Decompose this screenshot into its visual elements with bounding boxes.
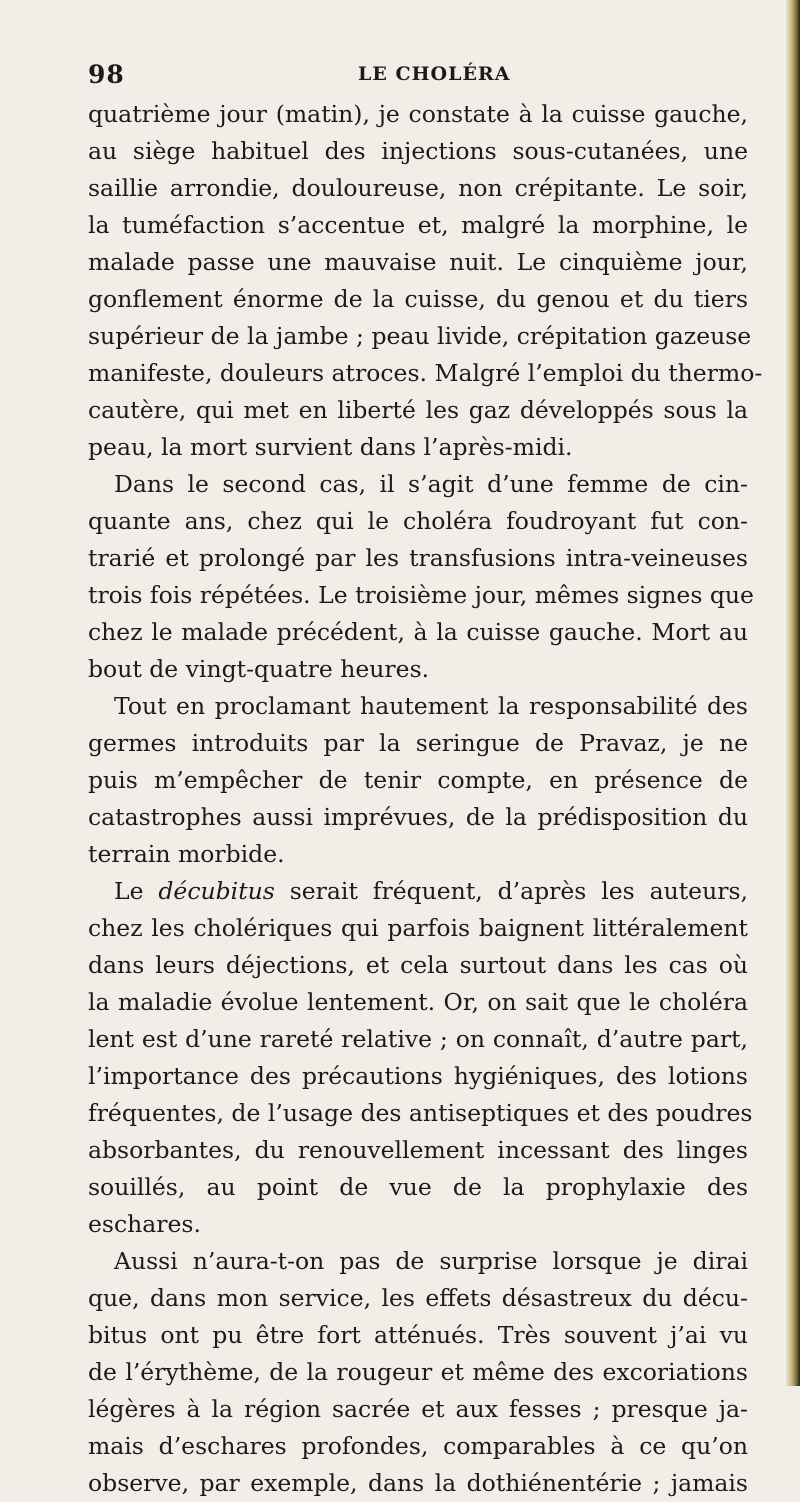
text-line: Tout en proclamant hautement la responsabilité des xyxy=(114,692,748,720)
text-line: eschares. xyxy=(88,1210,201,1238)
text-line: gonflement énorme de la cuisse, du genou et du tiers xyxy=(88,285,748,313)
text-line: catastrophes aussi imprévues, de la prédisposition du xyxy=(88,803,748,831)
text-line: terrain morbide. xyxy=(88,840,285,868)
text-line: la tuméfaction s’accentue et, malgré la morphine, le xyxy=(88,211,748,239)
text-line: légères à la région sacrée et aux fesses ; presque ja- xyxy=(88,1395,748,1423)
page-edge xyxy=(786,0,800,1386)
text-line: trois fois répétées. Le troisième jour, mêmes signes que xyxy=(88,581,754,609)
text-line: au siège habituel des injections sous-cutanées, une xyxy=(88,137,748,165)
text-line: lent est d’une rareté relative ; on connaît, d’autre part, xyxy=(88,1025,748,1053)
text-line: de l’érythème, de la rougeur et même des excoriations xyxy=(88,1358,748,1386)
text-line: Aussi n’aura-t-on pas de surprise lorsque je dirai xyxy=(114,1247,748,1275)
text-line: malade passe une mauvaise nuit. Le cinquième jour, xyxy=(88,248,748,276)
text-line: saillie arrondie, douloureuse, non crépitante. Le soir, xyxy=(88,174,748,202)
text-line xyxy=(88,873,748,910)
text-line: chez le malade précédent, à la cuisse gauche. Mort au xyxy=(88,618,748,646)
italic-term: décubitus xyxy=(158,877,275,905)
text-line: fréquentes, de l’usage des antiseptiques et des poudres xyxy=(88,1099,753,1127)
text-line: la maladie évolue lentement. Or, on sait que le choléra xyxy=(88,988,748,1016)
text-line: cautère, qui met en liberté les gaz développés sous la xyxy=(88,396,748,424)
text-line: chez les cholériques qui parfois baignent littéralement xyxy=(88,914,748,942)
page-header xyxy=(88,56,708,96)
text-line: trarié et prolongé par les transfusions intra-veineuses xyxy=(88,544,748,572)
text-line: peau, la mort survient dans l’après-midi. xyxy=(88,433,573,461)
text-line: supérieur de la jambe ; peau livide, crépitation gazeuse xyxy=(88,322,752,350)
text-line: souillés, au point de vue de la prophylaxie des xyxy=(88,1173,748,1201)
text-line: observe, par exemple, dans la dothiénentérie ; jamais xyxy=(88,1469,748,1497)
text-line: puis m’empêcher de tenir compte, en présence de xyxy=(88,766,748,794)
text-line: bout de vingt-quatre heures. xyxy=(88,655,430,683)
running-head: LE CHOLÉRA xyxy=(358,63,511,85)
text-line: germes introduits par la seringue de Pravaz, je ne xyxy=(88,729,748,757)
text-line: que, dans mon service, les effets désastreux du décu- xyxy=(88,1284,748,1312)
text-line: quatrième jour (matin), je constate à la cuisse gauche, xyxy=(88,100,748,128)
text-line: bitus ont pu être fort atténués. Très souvent j’ai vu xyxy=(88,1321,748,1349)
text-line: quante ans, chez qui le choléra foudroyant fut con- xyxy=(88,507,748,535)
text-line: Dans le second cas, il s’agit d’une femme de cin- xyxy=(114,470,748,498)
text-line: manifeste, douleurs atroces. Malgré l’emploi du thermo- xyxy=(88,359,763,387)
text-fragment: Le xyxy=(114,877,144,905)
page-number: 98 xyxy=(88,60,125,89)
text-fragment: serait fréquent, d’après les auteurs, xyxy=(289,877,748,905)
text-line: dans leurs déjections, et cela surtout dans les cas où xyxy=(88,951,748,979)
body-text xyxy=(88,96,763,1502)
text-line: l’importance des précautions hygiéniques, des lotions xyxy=(88,1062,748,1090)
text-line: absorbantes, du renouvellement incessant des linges xyxy=(88,1136,748,1164)
text-line: mais d’eschares profondes, comparables à ce qu’on xyxy=(88,1432,748,1460)
